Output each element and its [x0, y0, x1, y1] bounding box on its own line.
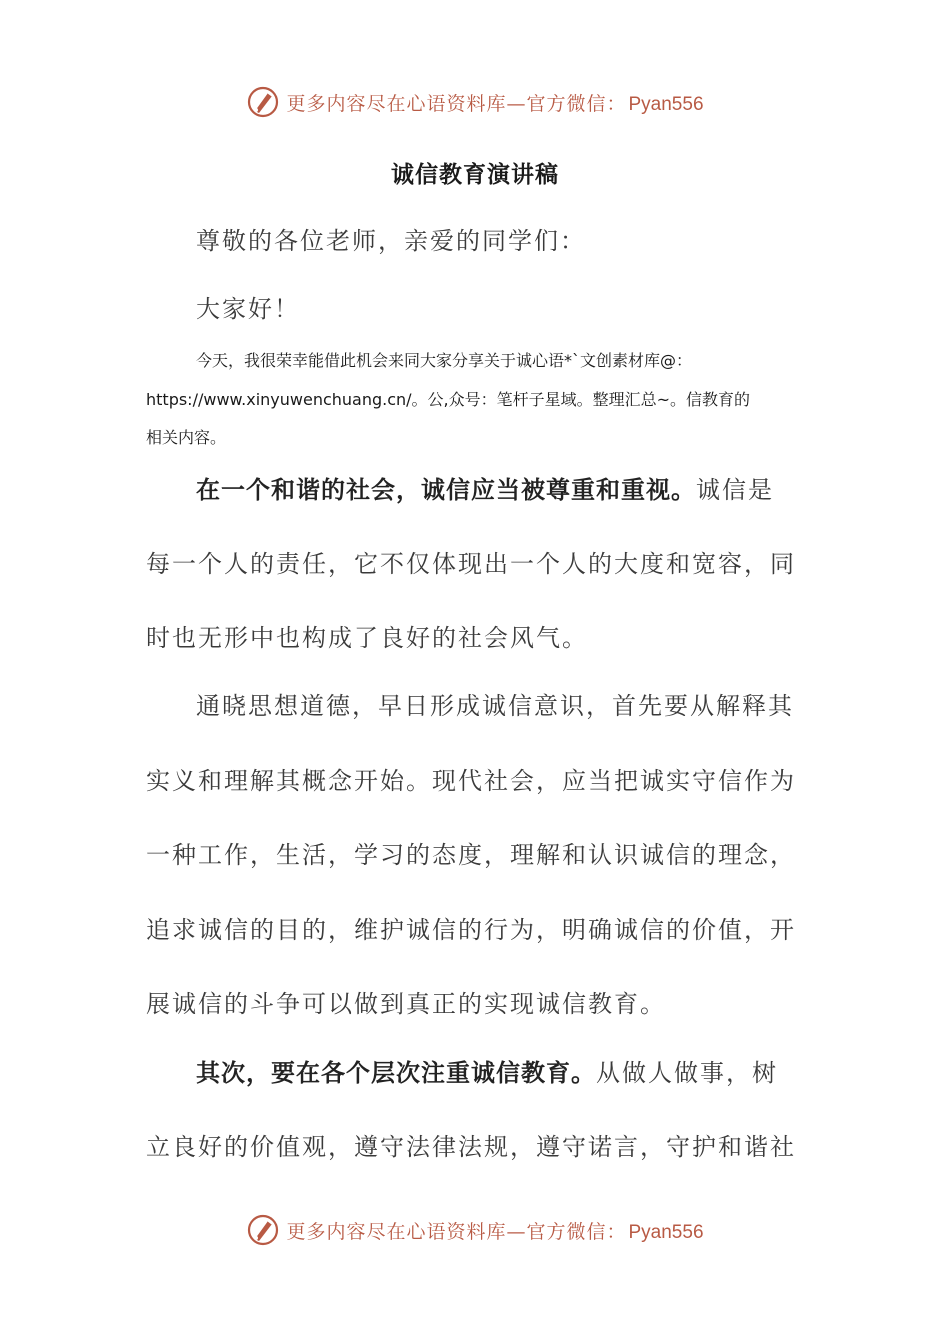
paragraph-3-line-2: 立良好的价值观，遵守法律法规，遵守诺言，守护和谐社: [146, 1133, 796, 1161]
wechat-handle: Pyan556: [628, 93, 704, 115]
paragraph-2-line-1: 通晓思想道德，早日形成诚信意识，首先要从解释其: [196, 692, 794, 720]
banner-text: 更多内容尽在心语资料库—官方微信： Pyan556: [286, 1220, 704, 1243]
intro-line-3: 相关内容。: [146, 428, 227, 447]
greeting-line: 尊敬的各位老师，亲爱的同学们：: [196, 227, 586, 255]
page-title: 诚信教育演讲稿: [391, 162, 559, 188]
paragraph-1-line-3: 时也无形中也构成了良好的社会风气。: [146, 624, 588, 652]
paragraph-2-line-4: 追求诚信的目的，维护诚信的行为，明确诚信的价值，开: [146, 916, 796, 944]
paragraph-1-lead: 在一个和谐的社会，诚信应当被尊重和重视。: [196, 476, 696, 504]
paragraph-3-line-1: 其次，要在各个层次注重诚信教育。从做人做事，树: [196, 1059, 778, 1087]
paragraph-1-line-1: 在一个和谐的社会，诚信应当被尊重和重视。诚信是: [196, 476, 774, 504]
footer-watermark-banner: [0, 1210, 950, 1250]
banner-text: 更多内容尽在心语资料库—官方微信： Pyan556: [286, 92, 704, 115]
header-watermark-banner: [0, 82, 950, 122]
paragraph-2-line-5: 展诚信的斗争可以做到真正的实现诚信教育。: [146, 990, 666, 1018]
hello-line: 大家好！: [196, 295, 300, 323]
paragraph-2-line-2: 实义和理解其概念开始。现代社会，应当把诚实守信作为: [146, 767, 796, 795]
intro-line-2: https://www.xinyuwenchuang.cn/。公,众号：笔杆子星域。整理汇总~。信教育的: [146, 390, 751, 409]
pen-nib-icon: [246, 85, 280, 119]
wechat-handle: Pyan556: [628, 1221, 704, 1243]
paragraph-2-line-3: 一种工作，生活，学习的态度，理解和认识诚信的理念，: [146, 841, 796, 869]
paragraph-3-lead: 其次，要在各个层次注重诚信教育。: [196, 1059, 596, 1087]
pen-nib-icon: [246, 1213, 280, 1247]
intro-line-1: 今天，我很荣幸能借此机会来同大家分享关于诚心语*`文创素材库@：: [196, 351, 693, 370]
paragraph-1-line-2: 每一个人的责任，它不仅体现出一个人的大度和宽容，同: [146, 550, 796, 578]
